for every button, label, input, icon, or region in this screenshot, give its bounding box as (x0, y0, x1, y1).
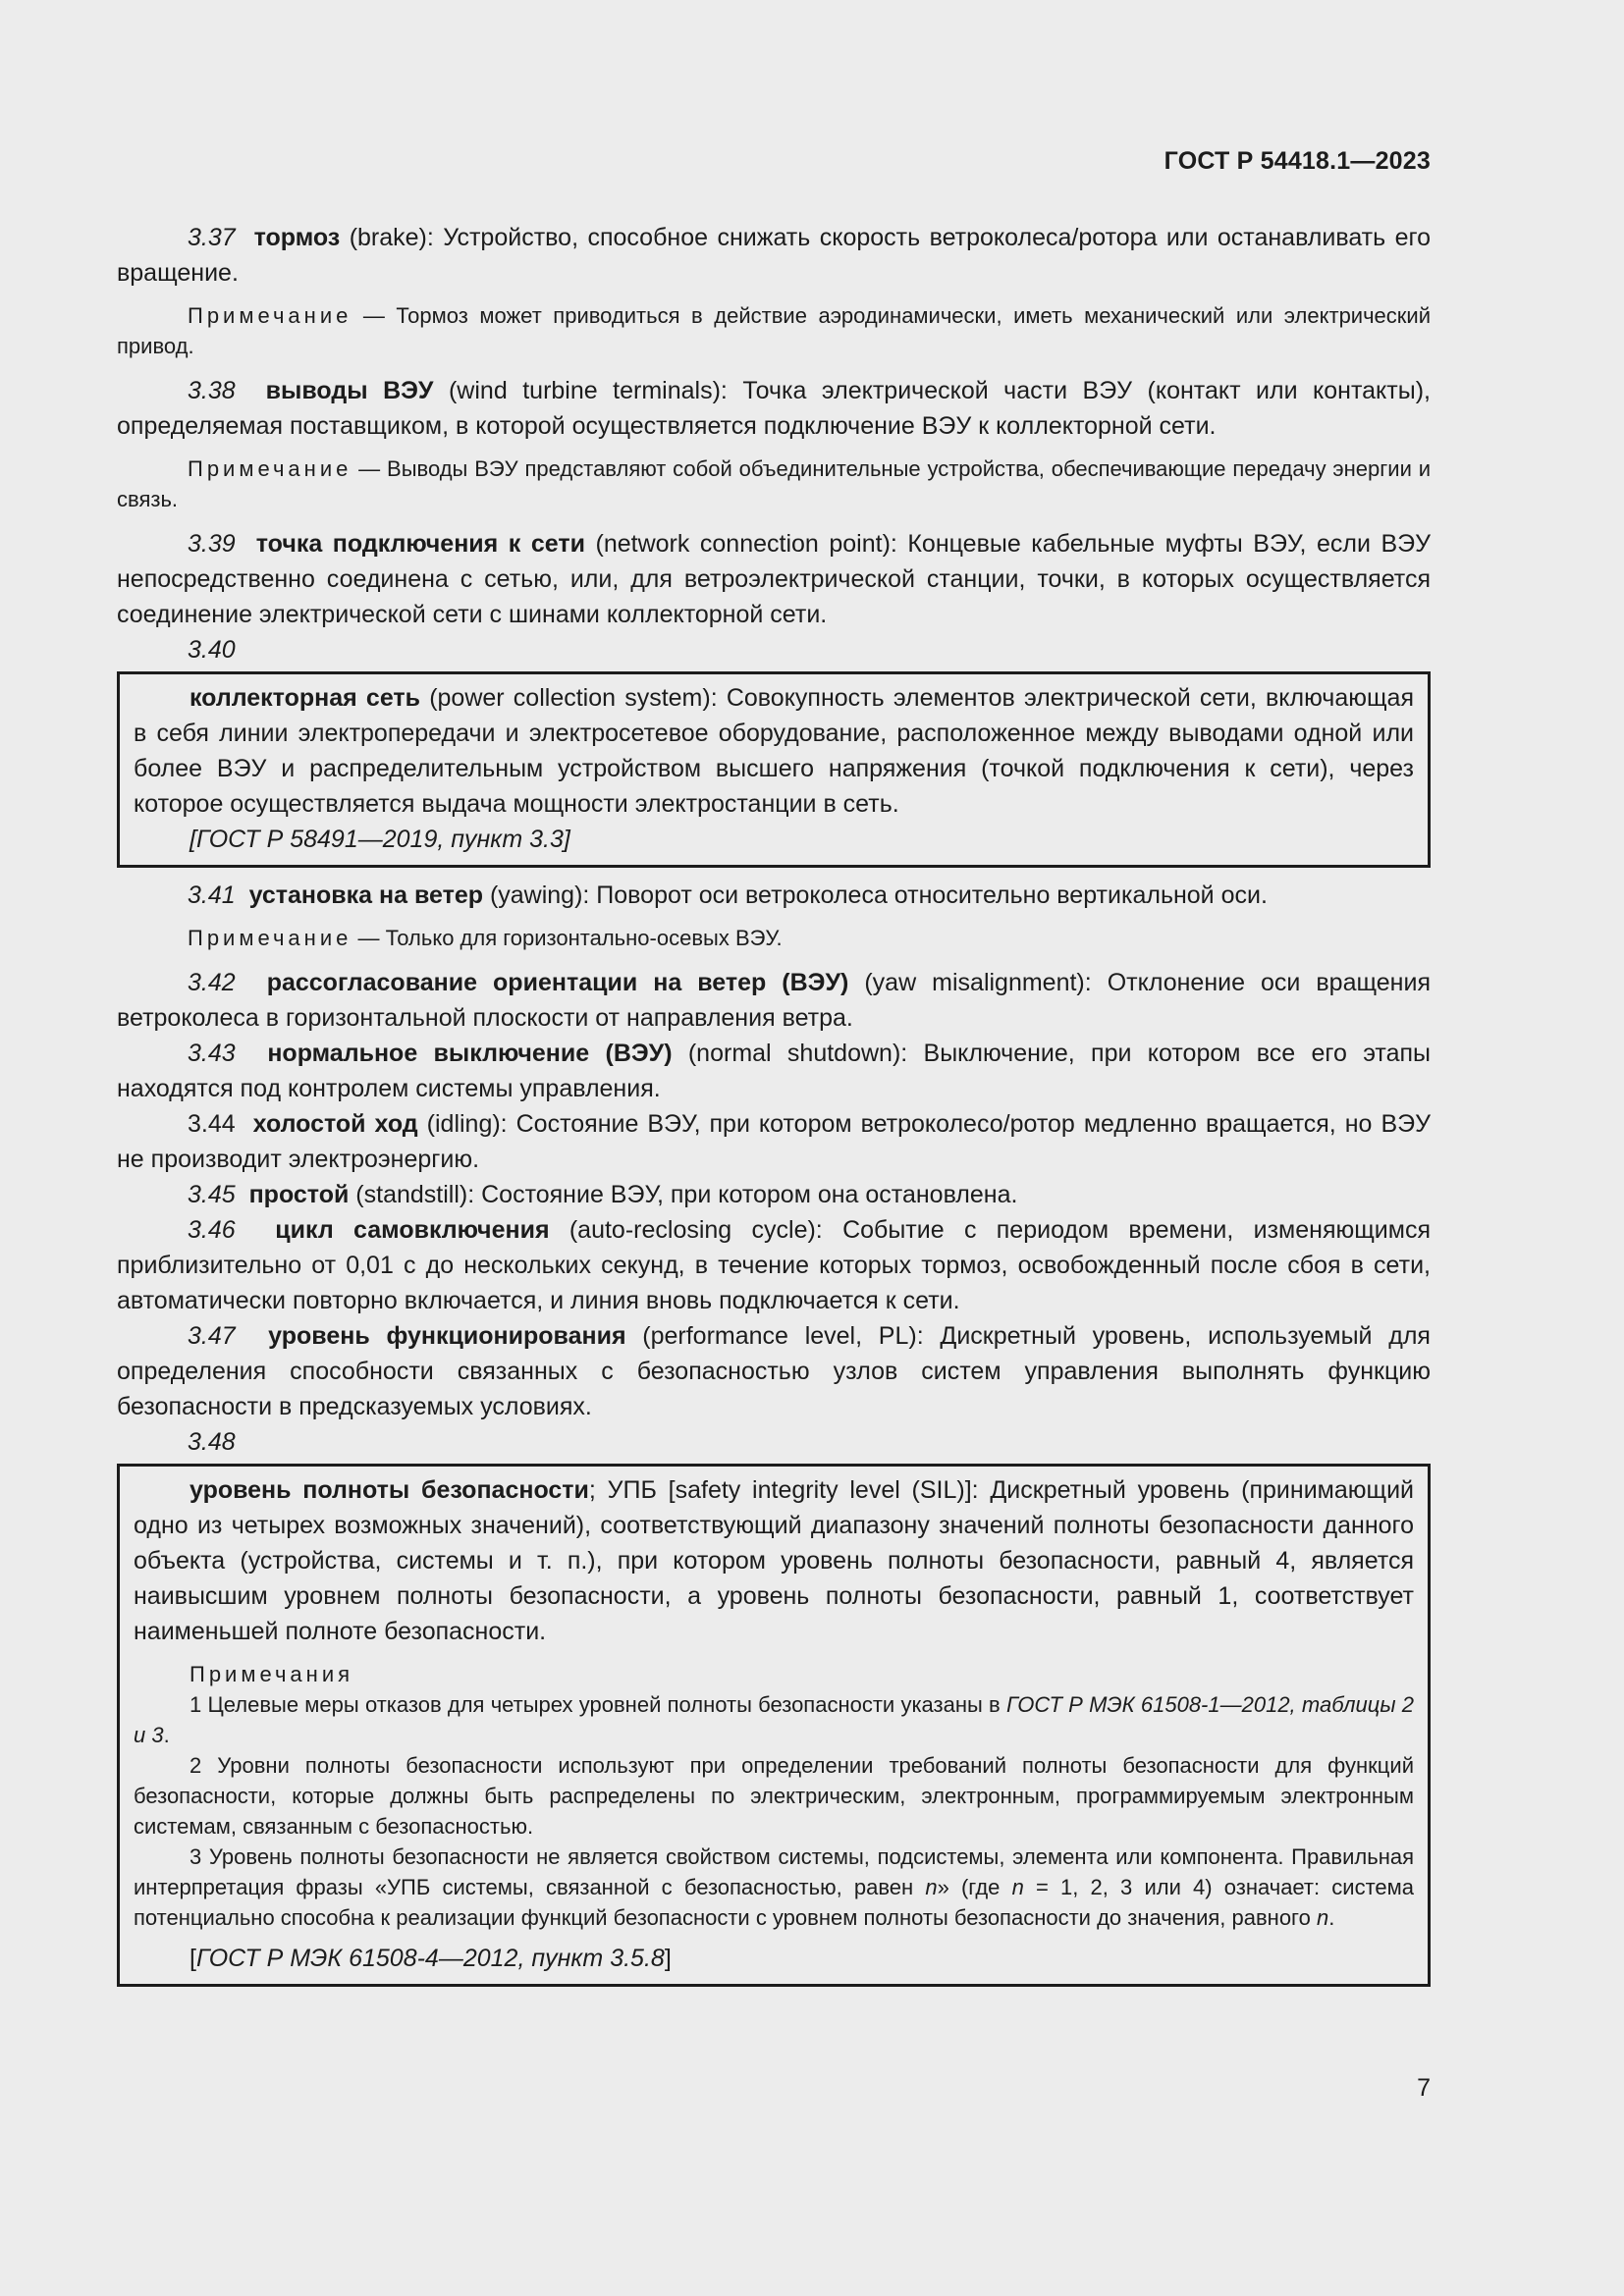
term-definition: (network connection point): Концевые кабельные муфты ВЭУ, если ВЭУ непосредственно соединена с сетью, или, для ветроэлектрической станции, точки, в которых осуществляется соединение электрической сети с шинами коллекторной сети. (117, 530, 1431, 628)
term-3-46 (117, 1212, 1431, 1318)
term-definition: (brake): Устройство, способное снижать скорость ветроколеса/ротора или останавливать его вращение. (117, 224, 1431, 287)
term-name: уровень полноты безопасности (189, 1476, 589, 1504)
term-number: 3.38 (188, 377, 236, 404)
term-3-37-note (117, 300, 1431, 361)
note-label: Примечание (188, 303, 352, 328)
term-definition: (wind turbine terminals): Точка электрической части ВЭУ (контакт или контакты), определяемая поставщиком, в которой осуществляется подключение ВЭУ к коллекторной сети. (117, 377, 1431, 440)
note-reference: ГОСТ Р МЭК 61508-1—2012, таблицы 2 и 3 (134, 1692, 1414, 1747)
note-item-2: 2 Уровни полноты безопасности используют при определении требований полноты безопасности для функций безопасности, которые должны быть распределены по электрическим, электронным, программируемым электронным системам, связанным с безопасностью. (134, 1753, 1414, 1839)
term-definition: (idling): Состояние ВЭУ, при котором ветроколесо/ротор медленно вращается, но ВЭУ не производит электроэнергию. (117, 1110, 1431, 1173)
term-3-40-number: 3.40 (188, 636, 236, 664)
term-name: цикл самовключения (275, 1216, 550, 1244)
term-name: холостой ход (252, 1110, 418, 1138)
term-definition: (auto-reclosing cycle): Событие с периодом времени, изменяющимся приблизительно от 0,01 с до нескольких секунд, в течение которых тормоз, освобожденный после сбоя в сети, автоматически повторно включается, и линия вновь подключается к сети. (117, 1216, 1431, 1314)
note-item-3: 3 Уровень полноты безопасности не является свойством системы, подсистемы, элемента или компонента. Правильная интерпретация фразы «УПБ системы, связанной с безопасностью, равен n» (где n = 1, 2, 3 или 4) означает: система потенциально способна к реализации функций безопасности с уровнем полноты безопасности до значения, равного n. (134, 1844, 1415, 1930)
term-3-39 (117, 526, 1431, 632)
document-id-header: ГОСТ Р 54418.1—2023 (1164, 147, 1431, 175)
term-3-48 (134, 1472, 1414, 1649)
term-3-42 (117, 965, 1431, 1036)
term-number: 3.41 (188, 881, 236, 909)
note-item-1: 1 Целевые меры отказов для четырех уровней полноты безопасности указаны в ГОСТ Р МЭК 61508-1—2012, таблицы 2 и 3. (134, 1692, 1414, 1747)
term-name: рассогласование ориентации на ветер (ВЭУ) (266, 969, 849, 996)
term-definition: (yaw misalignment): Отклонение оси вращения ветроколеса в горизонтальной плоскости от направления ветра. (117, 969, 1431, 1032)
term-name: уровень функционирования (268, 1322, 626, 1350)
term-number: 3.47 (188, 1322, 236, 1350)
page-content (117, 220, 1431, 1997)
term-3-40 (134, 680, 1414, 822)
term-name: точка подключения к сети (255, 530, 585, 558)
term-name: коллекторная сеть (189, 684, 421, 712)
page-number: 7 (1417, 2074, 1431, 2102)
note-text: — Только для горизонтально-осевых ВЭУ. (352, 926, 783, 950)
term-3-40-box (117, 671, 1431, 868)
term-definition: (normal shutdown): Выключение, при котором все его этапы находятся под контролем системы управления. (117, 1040, 1431, 1102)
term-number: 3.46 (188, 1216, 236, 1244)
term-3-38-note (117, 454, 1431, 514)
term-name: нормальное выключение (ВЭУ) (267, 1040, 673, 1067)
term-3-47 (117, 1318, 1431, 1424)
term-number: 3.45 (188, 1181, 236, 1208)
term-name: простой (248, 1181, 350, 1208)
note-label: Примечание (188, 926, 352, 950)
term-3-48-number: 3.48 (188, 1428, 236, 1456)
term-3-37 (117, 220, 1431, 291)
term-definition: (power collection system): Совокупность элементов электрической сети, включающая в себя линии электропередачи и электросетевое оборудование, расположенное между выводами одной или более ВЭУ и распределительным устройством высшего напряжения (точкой подключения к сети), через которое осуществляется выдача мощности электростанции в сеть. (134, 684, 1414, 818)
term-number: 3.43 (188, 1040, 236, 1067)
term-3-48-source: [ГОСТ Р МЭК 61508-4—2012, пункт 3.5.8] (189, 1945, 672, 1972)
term-number: 3.44 (188, 1110, 236, 1138)
term-name: установка на ветер (248, 881, 483, 909)
term-definition: (standstill): Состояние ВЭУ, при котором она остановлена. (349, 1181, 1018, 1208)
term-3-45 (117, 1177, 1431, 1212)
term-number: 3.42 (188, 969, 236, 996)
term-definition: (yawing): Поворот оси ветроколеса относительно вертикальной оси. (483, 881, 1268, 909)
term-number: 3.39 (188, 530, 236, 558)
term-definition: ; УПБ [safety integrity level (SIL)]: Дискретный уровень (принимающий одно из четырех возможных значений), соответствующий диапазону значений полноты безопасности данного объекта (устройства, системы и т. п.), при котором уровень полноты безопасности, равный 4, является наивысшим уровнем полноты безопасности, а уровень полноты безопасности, равный 1, соответствует наименьшей полноте безопасности. (134, 1476, 1414, 1645)
term-3-48-box (117, 1464, 1431, 1987)
term-definition: (performance level, PL): Дискретный уровень, используемый для определения способности связанных с безопасностью узлов систем управления выполнять функцию безопасности в предсказуемых условиях. (117, 1322, 1431, 1420)
notes-label: Примечания (189, 1662, 354, 1686)
term-number: 3.37 (188, 224, 236, 251)
term-3-41 (117, 878, 1431, 913)
note-text: — Тормоз может приводиться в действие аэродинамически, иметь механический или электрический привод. (117, 303, 1431, 358)
term-name: тормоз (253, 224, 341, 251)
term-3-43 (117, 1036, 1431, 1106)
term-3-38 (117, 373, 1431, 444)
note-label: Примечание (188, 456, 352, 481)
term-3-44 (117, 1106, 1431, 1177)
term-name: выводы ВЭУ (265, 377, 434, 404)
note-text: — Выводы ВЭУ представляют собой объединительные устройства, обеспечивающие передачу энергии и связь. (117, 456, 1431, 511)
term-3-40-source: [ГОСТ Р 58491—2019, пункт 3.3] (189, 826, 570, 853)
term-3-41-note (117, 923, 1431, 953)
